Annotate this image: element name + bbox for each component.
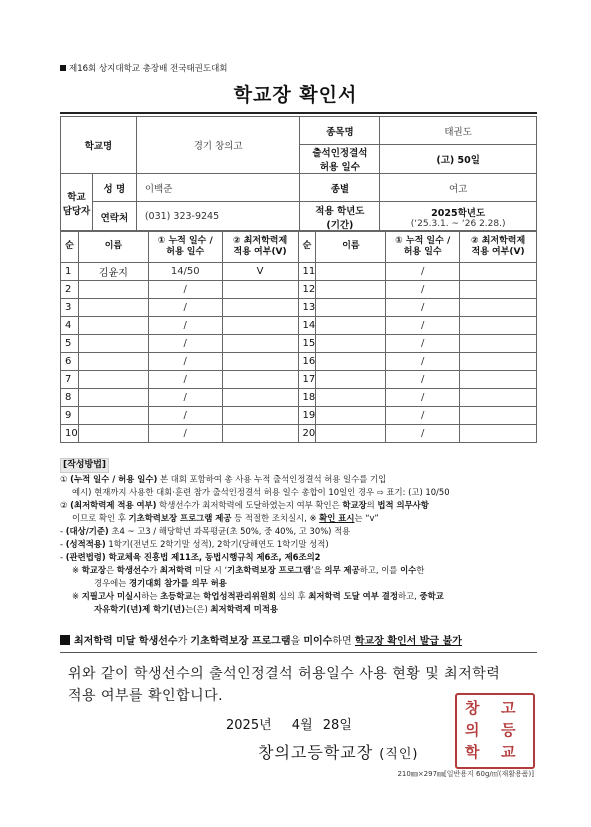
guide-l8l: 이수 — [400, 565, 417, 575]
year-label-line1: 적용 학년도 — [315, 205, 365, 217]
guide-l10d: 초등학교 — [160, 591, 193, 601]
sport-value: 태권도 — [380, 117, 537, 145]
guide-l8d: 학생선수 — [116, 565, 150, 575]
row-no: 1 — [61, 263, 79, 281]
guide-l10i: 하고, — [397, 591, 420, 601]
principal-signature — [258, 740, 418, 763]
notice-a: 최저학력 미달 학생선수 — [74, 636, 178, 647]
guide-l4c: 등 적절한 조치실시, ※ — [231, 513, 320, 523]
guide-l8j: 의무 제공 — [324, 565, 360, 575]
guide-l10h: 최저학력 도달 여부 결정 — [308, 591, 398, 601]
row-no: 14 — [298, 317, 316, 335]
row-min — [460, 371, 537, 389]
row-name — [78, 281, 148, 299]
row-days: / — [148, 425, 222, 443]
row-no: 18 — [298, 389, 316, 407]
seal-char-3: 의 — [465, 721, 480, 739]
table-row — [61, 335, 537, 353]
guide-l6a: - — [60, 539, 66, 549]
guide-line-8 — [60, 564, 537, 577]
guide-l3e: 의 — [366, 500, 378, 510]
table-row — [61, 281, 537, 299]
row-no: 3 — [61, 299, 79, 317]
year-value-line1: 2025학년도 — [431, 207, 486, 219]
row-min — [222, 425, 298, 443]
col-name-header: 이름 — [78, 231, 148, 263]
seal-char-2: 고 — [501, 699, 516, 717]
guide-l7b: (관련법령) 학교체육 진흥법 제11조, 동법시행규칙 제6조, 제6조의2 — [65, 552, 321, 562]
guide-l11a: 자유학기(년)제 학기(년) — [94, 604, 186, 614]
row-name — [78, 371, 148, 389]
type-label: 종별 — [300, 174, 380, 202]
col-min-header-line2: 적용 여부(V) — [233, 246, 287, 257]
seal-mark: (직인) — [379, 747, 419, 762]
col-days-header-right-line2: 허용 일수 — [403, 246, 442, 257]
guide-l10j: 중학교 — [419, 591, 444, 601]
guide-l9b: 경기대회 참가를 의무 허용 — [129, 578, 227, 588]
paper-spec: 210㎜×297㎜[일반용지 60g/㎡(재활용품)] — [397, 770, 534, 778]
col-days-header-right — [386, 231, 460, 263]
row-days: / — [386, 425, 460, 443]
row-days: / — [148, 407, 222, 425]
guide-l1b: (누적 일수 / 허용 일수) — [70, 474, 158, 484]
col-name-header-right: 이름 — [316, 231, 386, 263]
guide-l4a: 이므로 확인 후 — [72, 513, 129, 523]
row-min — [460, 335, 537, 353]
guide-l5c: 초4 ~ 고3 / 해당학년 과목평균(초 50%, 중 40%, 고 30%) 적용 — [108, 526, 351, 536]
seal-char-5: 학 — [465, 743, 480, 761]
table-row — [61, 389, 537, 407]
writing-guide — [60, 458, 537, 616]
row-no: 10 — [61, 425, 79, 443]
guide-l3b: (최저학력제 적용 여부) — [70, 500, 157, 510]
guide-l8b: 학교장 — [81, 565, 106, 575]
official-seal-icon — [455, 693, 535, 769]
row-name — [78, 389, 148, 407]
contact-value: (031) 323-9245 — [136, 202, 300, 232]
row-no: 11 — [298, 263, 316, 281]
row-name — [316, 371, 386, 389]
guide-l1a: ① — [60, 474, 71, 484]
row-no: 2 — [61, 281, 79, 299]
col-days-header-line2: 허용 일수 — [166, 246, 205, 257]
guide-l10a: ※ — [72, 591, 82, 601]
row-name — [316, 317, 386, 335]
name-value: 이백준 — [136, 174, 300, 202]
row-min: V — [222, 263, 298, 281]
row-no: 8 — [61, 389, 79, 407]
row-min — [222, 335, 298, 353]
guide-l4b: 기초학력보장 프로그램 제공 — [128, 513, 232, 523]
guide-line-4 — [60, 512, 537, 525]
row-days: / — [148, 389, 222, 407]
row-days: / — [148, 317, 222, 335]
col-days-header-right-line1: ① 누적 일수 / — [395, 235, 451, 246]
col-min-header-right-line1: ② 최저학력제 — [470, 235, 526, 246]
guide-l4e: 는 “v” — [354, 513, 379, 523]
guide-l10c: 하는 — [141, 591, 161, 601]
row-name — [78, 353, 148, 371]
guide-l10f: 학업성적관리위원회 — [203, 591, 277, 601]
guide-l8e: 가 — [149, 565, 160, 575]
seal-char-1: 창 — [465, 699, 480, 717]
guide-line-7 — [60, 551, 537, 564]
row-no: 13 — [298, 299, 316, 317]
guide-l11b: 는(은) — [185, 604, 211, 614]
square-bullet-icon — [60, 65, 66, 71]
seal-char-4: 등 — [501, 721, 516, 739]
guide-l3c: 학생선수가 최저학력에 도달하였는지 여부 확인은 — [156, 500, 343, 510]
issue-date — [226, 714, 358, 733]
row-no: 5 — [61, 335, 79, 353]
guide-l5b: (대상/기준) — [65, 526, 109, 536]
row-name — [316, 281, 386, 299]
row-days: 14/50 — [148, 263, 222, 281]
guide-l3a: ② — [60, 500, 71, 510]
date-year: 2025년 — [226, 718, 272, 733]
row-min — [460, 389, 537, 407]
allowed-days-value: (고) 50일 — [380, 145, 537, 174]
document-title: 학교장 확인서 — [233, 84, 358, 106]
allowed-days-label — [300, 145, 380, 174]
row-min — [460, 299, 537, 317]
row-min — [222, 317, 298, 335]
row-no: 9 — [61, 407, 79, 425]
guide-l8a: ※ — [72, 565, 82, 575]
guide-l6b: (성적적용) — [65, 539, 106, 549]
row-name: 김윤지 — [78, 263, 148, 281]
notice-b: 가 — [177, 636, 191, 647]
row-days: / — [386, 407, 460, 425]
guide-line-1 — [60, 473, 537, 486]
row-min — [222, 371, 298, 389]
guide-line-10 — [60, 590, 537, 603]
row-no: 12 — [298, 281, 316, 299]
row-min — [222, 299, 298, 317]
guide-l8f: 최저학력 — [159, 565, 193, 575]
row-days: / — [148, 281, 222, 299]
name-label: 성 명 — [92, 174, 136, 202]
principal-title: 창의고등학교장 — [258, 743, 374, 762]
checkbox-bullet-icon — [60, 635, 70, 645]
row-no: 6 — [61, 353, 79, 371]
type-value: 여고 — [380, 174, 537, 202]
row-days: / — [386, 389, 460, 407]
guide-line-11 — [60, 603, 537, 616]
guide-l6c: 1학기(전년도 2학기말 성적), 2학기(당해연도 1학기말 성적) — [105, 539, 329, 549]
row-days: / — [386, 263, 460, 281]
year-value-line2: (‘25.3.1. ~ ‘26 2.28.) — [410, 218, 506, 229]
row-min — [460, 353, 537, 371]
row-min — [460, 317, 537, 335]
guide-l9a: 경우에는 — [94, 578, 130, 588]
row-name — [78, 425, 148, 443]
notice-f: 하면 — [332, 636, 355, 647]
date-month: 4월 — [291, 718, 313, 733]
row-no: 7 — [61, 371, 79, 389]
row-min — [222, 353, 298, 371]
table-row — [61, 263, 537, 281]
row-name — [316, 389, 386, 407]
allowed-days-label-line2: 허용 일수 — [319, 162, 360, 173]
guide-l7a: - — [60, 552, 66, 562]
confirmation-line1: 위와 같이 학생선수의 출석인정결석 허용일수 사용 현황 및 최저학력 — [68, 666, 501, 682]
guide-l8g: 미달 시 ‘ — [192, 565, 228, 575]
date-day: 28일 — [322, 718, 352, 733]
col-min-header-right-line2: 적용 여부(V) — [471, 246, 525, 257]
row-name — [78, 317, 148, 335]
col-no-header: 순 — [61, 231, 79, 263]
row-no: 4 — [61, 317, 79, 335]
guide-l1c: 본 대회 포함하여 총 사용 누적 출석인정결석 허용 일수를 기입 — [157, 474, 387, 484]
row-name — [316, 263, 386, 281]
table-row — [61, 425, 537, 443]
table-row — [61, 371, 537, 389]
guide-line-9 — [60, 577, 537, 590]
col-days-header-line1: ① 누적 일수 / — [157, 235, 213, 246]
row-min — [460, 263, 537, 281]
row-no: 15 — [298, 335, 316, 353]
confirmation-line2: 적용 여부를 확인합니다. — [68, 688, 224, 704]
year-label-line2: (기간) — [326, 219, 354, 231]
issuance-notice — [60, 632, 462, 647]
event-line — [60, 62, 228, 74]
row-name — [316, 407, 386, 425]
manager-label-line1: 학교 — [67, 191, 86, 203]
row-name — [316, 353, 386, 371]
col-min-header-right — [460, 231, 537, 263]
guide-l10b: 지필고사 미실시 — [81, 591, 142, 601]
row-days: / — [386, 335, 460, 353]
row-no: 19 — [298, 407, 316, 425]
guide-l8i: ’을 — [311, 565, 325, 575]
row-days: / — [386, 317, 460, 335]
sport-label: 종목명 — [300, 117, 380, 145]
school-label: 학교명 — [61, 117, 137, 174]
guide-line-6 — [60, 538, 537, 551]
roster-body — [61, 263, 537, 443]
guide-line-3 — [60, 499, 537, 512]
year-label — [300, 202, 380, 232]
contact-label: 연락처 — [92, 202, 136, 232]
guide-l11c: 최저학력제 미적용 — [210, 604, 279, 614]
guide-line-5 — [60, 525, 537, 538]
guide-heading: [작성방법] — [60, 458, 109, 473]
row-days: / — [148, 299, 222, 317]
row-min — [222, 281, 298, 299]
row-days: / — [386, 281, 460, 299]
row-days: / — [386, 353, 460, 371]
col-min-header-line1: ② 최저학력제 — [232, 235, 288, 246]
row-days: / — [148, 335, 222, 353]
row-min — [460, 281, 537, 299]
col-days-header — [148, 231, 222, 263]
guide-l8h: 기초학력보장 프로그램 — [227, 565, 311, 575]
row-days: / — [148, 353, 222, 371]
notice-d: 을 — [290, 636, 304, 647]
row-name — [316, 299, 386, 317]
row-name — [78, 299, 148, 317]
guide-l5a: - — [60, 526, 66, 536]
guide-l3d: 학교장 — [342, 500, 367, 510]
guide-l4d: 확인 표시 — [319, 513, 355, 523]
row-name — [78, 335, 148, 353]
info-table — [60, 116, 537, 232]
row-min — [460, 407, 537, 425]
guide-line-2: 예시) 현재까지 사용한 대회·훈련 참가 출석인정결석 허용 일수 총합이 10일인 경우 ⇨ 표기: (고) 10/50 — [72, 487, 450, 497]
roster-table — [60, 230, 537, 443]
col-min-header — [222, 231, 298, 263]
col-no-header-right: 순 — [298, 231, 316, 263]
guide-l3f: 법적 의무사항 — [377, 500, 429, 510]
guide-l8k: 하고, 이를 — [359, 565, 401, 575]
school-value: 경기 창의고 — [136, 117, 300, 174]
row-days: / — [148, 371, 222, 389]
manager-label — [61, 174, 93, 232]
guide-l10e: 는 — [192, 591, 204, 601]
allowed-days-label-line1: 출석인정결석 — [312, 148, 368, 159]
notice-e: 미이수 — [303, 636, 333, 647]
notice-c: 기초학력보장 프로그램 — [190, 636, 291, 647]
row-no: 17 — [298, 371, 316, 389]
row-name — [316, 425, 386, 443]
event-name: 제16회 상지대학교 총장배 전국태권도대회 — [69, 64, 228, 74]
row-no: 20 — [298, 425, 316, 443]
notice-g: 학교장 확인서 발급 불가 — [354, 636, 462, 647]
manager-label-line2: 담당자 — [62, 205, 91, 217]
table-row — [61, 353, 537, 371]
title-divider — [60, 112, 537, 114]
table-row — [61, 317, 537, 335]
guide-l8m: 한 — [416, 565, 425, 575]
seal-char-6: 교 — [501, 743, 516, 761]
table-row — [61, 407, 537, 425]
row-min — [222, 389, 298, 407]
row-name — [78, 407, 148, 425]
row-min — [222, 407, 298, 425]
row-days: / — [386, 299, 460, 317]
row-name — [316, 335, 386, 353]
row-min — [460, 425, 537, 443]
year-value — [380, 202, 537, 232]
row-no: 16 — [298, 353, 316, 371]
guide-l8c: 은 — [105, 565, 117, 575]
guide-l10g: 심의 후 — [276, 591, 309, 601]
table-row — [61, 299, 537, 317]
section-divider — [60, 652, 537, 653]
row-days: / — [386, 371, 460, 389]
